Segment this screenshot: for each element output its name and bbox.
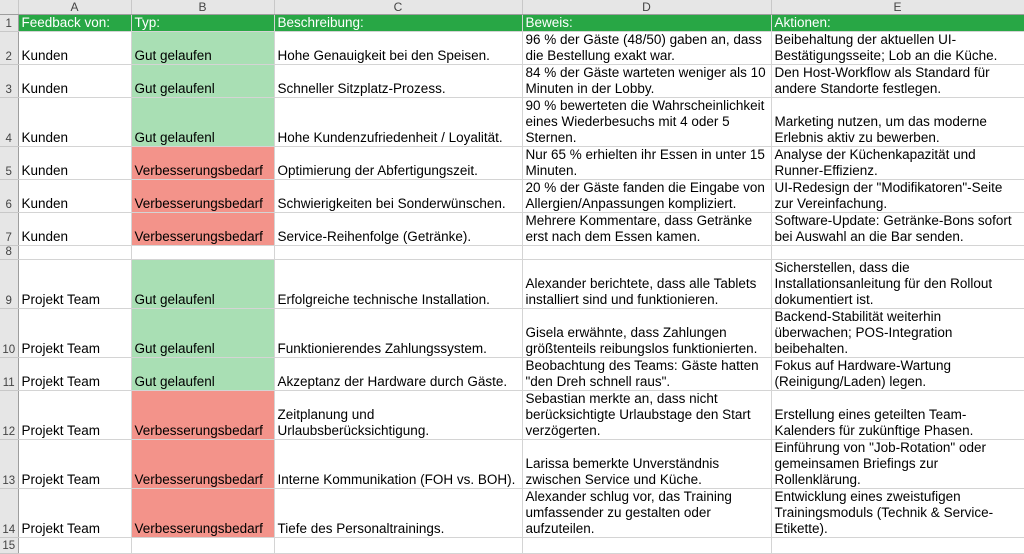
cell-beschreibung[interactable]: Interne Kommunikation (FOH vs. BOH). xyxy=(274,440,522,489)
header-cell-aktionen[interactable]: Aktionen: xyxy=(771,15,1024,32)
cell-typ[interactable]: Gut gelaufen xyxy=(131,32,274,65)
cell-beschreibung[interactable]: Akzeptanz der Hardware durch Gäste. xyxy=(274,358,522,391)
table-row xyxy=(0,147,1024,180)
cell-beschreibung[interactable]: Service-Reihenfolge (Getränke). xyxy=(274,213,522,246)
cell-beschreibung[interactable]: Optimierung der Abfertigungszeit. xyxy=(274,147,522,180)
cell-typ[interactable]: Verbesserungsbedarf xyxy=(131,391,274,440)
cell-feedback-von[interactable]: Kunden xyxy=(18,65,131,98)
cell-beweis[interactable]: 20 % der Gäste fanden die Eingabe von Allergien/Anpassungen kompliziert. xyxy=(522,180,771,213)
cell-typ[interactable]: Verbesserungsbedarf xyxy=(131,440,274,489)
cell-beweis[interactable]: Beobachtung des Teams: Gäste hatten "den Dreh schnell raus". xyxy=(522,358,771,391)
cell-feedback-von[interactable] xyxy=(18,246,131,260)
row-header[interactable]: 8 xyxy=(0,246,18,260)
cell-feedback-von[interactable]: Projekt Team xyxy=(18,358,131,391)
cell-feedback-von[interactable]: Projekt Team xyxy=(18,260,131,309)
cell-beweis[interactable]: Gisela erwähnte, dass Zahlungen größtenteils reibungslos funktionierten. xyxy=(522,309,771,358)
table-row xyxy=(0,391,1024,440)
row-header[interactable]: 10 xyxy=(0,309,18,358)
cell-aktionen[interactable]: Beibehaltung der aktuellen UI-Bestätigungsseite; Lob an die Küche. xyxy=(771,32,1024,65)
table-row xyxy=(0,358,1024,391)
cell-typ[interactable]: Verbesserungsbedarf xyxy=(131,180,274,213)
row-header[interactable]: 14 xyxy=(0,489,18,538)
row-header[interactable]: 7 xyxy=(0,213,18,246)
cell-beschreibung[interactable]: Zeitplanung und Urlaubsberücksichtigung. xyxy=(274,391,522,440)
cell-beschreibung[interactable]: Tiefe des Personaltrainings. xyxy=(274,489,522,538)
cell-feedback-von[interactable]: Kunden xyxy=(18,180,131,213)
table-row xyxy=(0,489,1024,538)
cell-typ[interactable]: Gut gelaufenl xyxy=(131,98,274,147)
header-cell-typ[interactable]: Typ: xyxy=(131,15,274,32)
row-header[interactable]: 2 xyxy=(0,32,18,65)
row-header[interactable]: 1 xyxy=(0,15,18,32)
cell-beschreibung[interactable]: Hohe Genauigkeit bei den Speisen. xyxy=(274,32,522,65)
cell-beschreibung[interactable]: Erfolgreiche technische Installation. xyxy=(274,260,522,309)
header-cell-feedback-von[interactable]: Feedback von: xyxy=(18,15,131,32)
cell-typ[interactable] xyxy=(131,538,274,554)
cell-beweis[interactable]: Alexander schlug vor, das Training umfassender zu gestalten oder aufzuteilen. xyxy=(522,489,771,538)
cell-aktionen[interactable]: Entwicklung eines zweistufigen Trainingsmoduls (Technik & Service-Etikette). xyxy=(771,489,1024,538)
cell-feedback-von[interactable]: Kunden xyxy=(18,213,131,246)
cell-typ[interactable]: Gut gelaufenl xyxy=(131,65,274,98)
cell-beweis[interactable]: 84 % der Gäste warteten weniger als 10 Minuten in der Lobby. xyxy=(522,65,771,98)
cell-feedback-von[interactable] xyxy=(18,538,131,554)
cell-beschreibung[interactable]: Schneller Sitzplatz-Prozess. xyxy=(274,65,522,98)
select-all-corner[interactable] xyxy=(0,0,18,15)
table-row xyxy=(0,246,1024,260)
cell-feedback-von[interactable]: Projekt Team xyxy=(18,309,131,358)
cell-feedback-von[interactable]: Kunden xyxy=(18,32,131,65)
table-row xyxy=(0,538,1024,554)
column-header-d[interactable]: D xyxy=(522,0,771,15)
cell-beschreibung[interactable] xyxy=(274,246,522,260)
cell-aktionen[interactable]: Den Host-Workflow als Standard für andere Standorte festlegen. xyxy=(771,65,1024,98)
cell-beschreibung[interactable]: Hohe Kundenzufriedenheit / Loyalität. xyxy=(274,98,522,147)
row-header[interactable]: 5 xyxy=(0,147,18,180)
cell-beschreibung[interactable] xyxy=(274,538,522,554)
cell-feedback-von[interactable]: Kunden xyxy=(18,98,131,147)
cell-aktionen[interactable]: UI-Redesign der "Modifikatoren"-Seite zur Vereinfachung. xyxy=(771,180,1024,213)
cell-beschreibung[interactable]: Schwierigkeiten bei Sonderwünschen. xyxy=(274,180,522,213)
table-row xyxy=(0,98,1024,147)
table-row xyxy=(0,32,1024,65)
cell-beweis[interactable] xyxy=(522,538,771,554)
table-row xyxy=(0,180,1024,213)
row-header[interactable]: 9 xyxy=(0,260,18,309)
cell-typ[interactable]: Verbesserungsbedarf xyxy=(131,489,274,538)
row-header[interactable]: 12 xyxy=(0,391,18,440)
cell-feedback-von[interactable]: Projekt Team xyxy=(18,391,131,440)
cell-aktionen[interactable] xyxy=(771,246,1024,260)
cell-beweis[interactable]: Alexander berichtete, dass alle Tablets installiert sind und funktionieren. xyxy=(522,260,771,309)
column-header-e[interactable]: E xyxy=(771,0,1024,15)
cell-feedback-von[interactable]: Projekt Team xyxy=(18,489,131,538)
column-header-row xyxy=(0,0,1024,15)
cell-beweis[interactable]: Larissa bemerkte Unverständnis zwischen Service und Küche. xyxy=(522,440,771,489)
table-row xyxy=(0,440,1024,489)
cell-aktionen[interactable] xyxy=(771,538,1024,554)
column-header-c[interactable]: C xyxy=(274,0,522,15)
table-row xyxy=(0,309,1024,358)
table-row xyxy=(0,15,1024,32)
table-row xyxy=(0,213,1024,246)
header-cell-beweis[interactable]: Beweis: xyxy=(522,15,771,32)
cell-beweis[interactable]: Mehrere Kommentare, dass Getränke erst nach dem Essen kamen. xyxy=(522,213,771,246)
column-header-b[interactable]: B xyxy=(131,0,274,15)
table-row xyxy=(0,65,1024,98)
header-cell-beschreibung[interactable]: Beschreibung: xyxy=(274,15,522,32)
cell-feedback-von[interactable]: Projekt Team xyxy=(18,440,131,489)
cell-aktionen[interactable]: Erstellung eines geteilten Team-Kalenders für zukünftige Phasen. xyxy=(771,391,1024,440)
cell-aktionen[interactable]: Analyse der Küchenkapazität und Runner-Effizienz. xyxy=(771,147,1024,180)
cell-typ[interactable]: Verbesserungsbedarf xyxy=(131,213,274,246)
cell-typ[interactable] xyxy=(131,246,274,260)
cell-feedback-von[interactable]: Kunden xyxy=(18,147,131,180)
table-row xyxy=(0,260,1024,309)
column-header-a[interactable]: A xyxy=(18,0,131,15)
cell-beweis[interactable] xyxy=(522,246,771,260)
cell-typ[interactable]: Gut gelaufenl xyxy=(131,260,274,309)
row-header[interactable]: 13 xyxy=(0,440,18,489)
row-header[interactable]: 4 xyxy=(0,98,18,147)
cell-beweis[interactable]: Sebastian merkte an, dass nicht berücksichtigte Urlaubstage den Start verzögerten. xyxy=(522,391,771,440)
row-header[interactable]: 15 xyxy=(0,538,18,554)
row-header[interactable]: 6 xyxy=(0,180,18,213)
row-header[interactable]: 11 xyxy=(0,358,18,391)
cell-typ[interactable]: Gut gelaufenl xyxy=(131,309,274,358)
cell-aktionen[interactable]: Software-Update: Getränke-Bons sofort bei Auswahl an die Bar senden. xyxy=(771,213,1024,246)
cell-aktionen[interactable]: Sicherstellen, dass die Installationsanleitung für den Rollout dokumentiert ist. xyxy=(771,260,1024,309)
cell-aktionen[interactable]: Backend-Stabilität weiterhin überwachen; POS-Integration beibehalten. xyxy=(771,309,1024,358)
cell-beweis[interactable]: Nur 65 % erhielten ihr Essen in unter 15 Minuten. xyxy=(522,147,771,180)
cell-beweis[interactable]: 90 % bewerteten die Wahrscheinlichkeit eines Wiederbesuchs mit 4 oder 5 Sternen. xyxy=(522,98,771,147)
cell-aktionen[interactable]: Fokus auf Hardware-Wartung (Reinigung/Laden) legen. xyxy=(771,358,1024,391)
cell-beschreibung[interactable]: Funktionierendes Zahlungssystem. xyxy=(274,309,522,358)
cell-aktionen[interactable]: Marketing nutzen, um das moderne Erlebnis aktiv zu bewerben. xyxy=(771,98,1024,147)
cell-beweis[interactable]: 96 % der Gäste (48/50) gaben an, dass die Bestellung exakt war. xyxy=(522,32,771,65)
cell-typ[interactable]: Verbesserungsbedarf xyxy=(131,147,274,180)
row-header[interactable]: 3 xyxy=(0,65,18,98)
cell-typ[interactable]: Gut gelaufenl xyxy=(131,358,274,391)
cell-aktionen[interactable]: Einführung von "Job-Rotation" oder gemeinsamen Briefings zur Rollenklärung. xyxy=(771,440,1024,489)
